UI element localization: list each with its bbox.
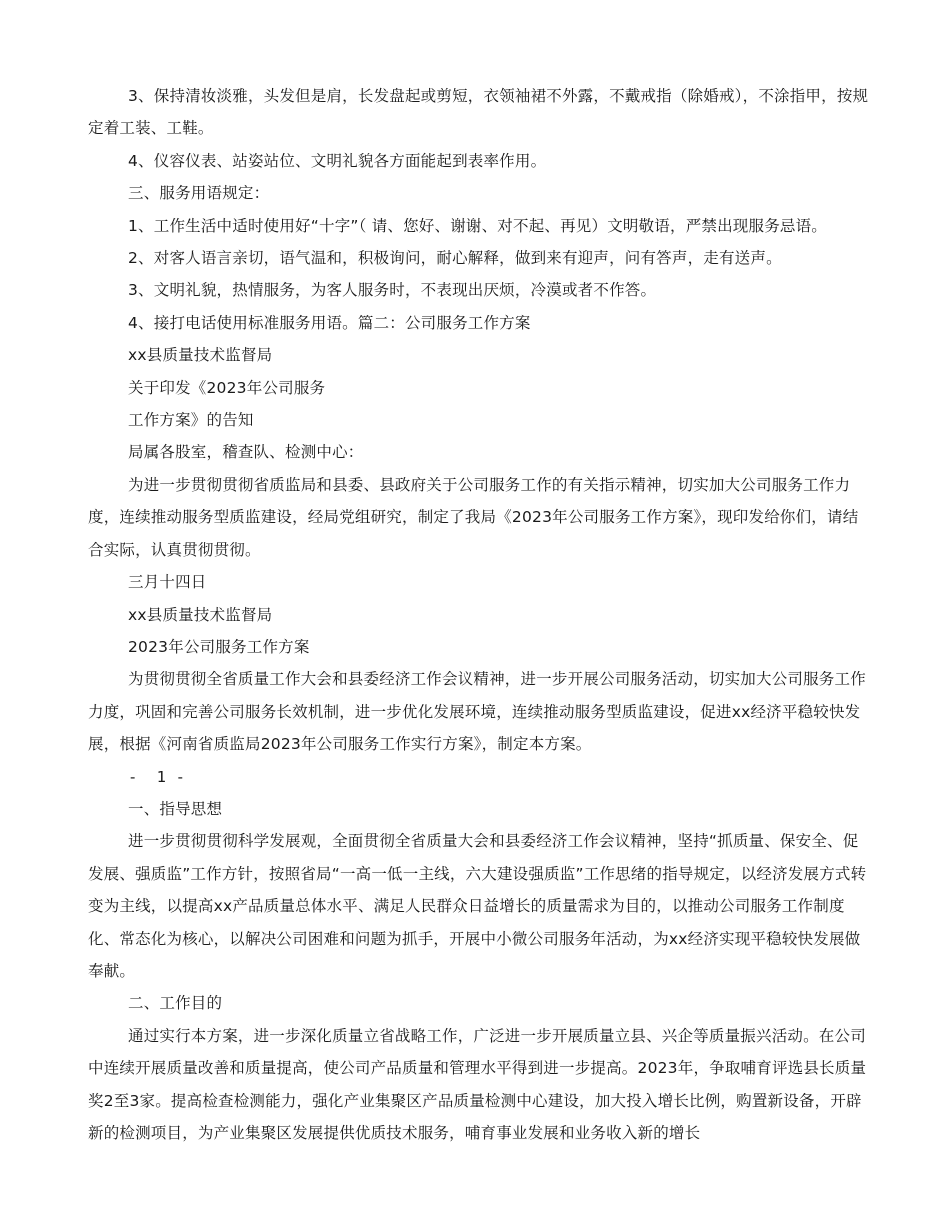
issuer-name: xx县质量技术监督局	[128, 346, 273, 365]
section-heading-work-goal: 二、工作目的	[128, 994, 223, 1013]
paragraph-work-goal: 通过实行本方案，进一步深化质量立省战略工作，广泛进一步开展质量立县、兴企等质量振兴活动。在公司中连续开展质量改善和质量提高，使公司产品质量和管理水平得到进一步提高。2023年，争取哺育评选县长质量奖2至3家。提高检查检测能力，强化产业集聚区产品质量检测中心建设，加大投入增长比例，购置新设备，开辟新的检测项目，为产业集聚区发展提供优质技术服务，哺育事业发展和业务收入新的增长	[88, 1026, 867, 1142]
section-heading-guiding-thought: 一、指导思想	[128, 799, 223, 818]
document-page	[88, 80, 873, 1149]
notice-recipients: 局属各股室，稽查队、检测中心：	[128, 443, 364, 462]
paragraph-guest-language: 2、对客人语言亲切，语气温和，积极询问，耐心解释，做到来有迎声，问有答声，走有送声。	[128, 249, 782, 268]
paragraph-polite-words: 1、工作生活中适时使用好“十字”（ 请、您好、谢谢、对不起、再见）文明敬语，严禁出现服务忌语。	[128, 216, 828, 235]
section-heading-service-language: 三、服务用语规定：	[128, 184, 270, 203]
notice-date: 三月十四日	[128, 573, 207, 592]
notice-body: 为进一步贯彻贯彻省质监局和县委、县政府关于公司服务工作的有关指示精神，切实加大公司服务工作力度，连续推动服务型质监建设，经局党组研究，制定了我局《2023年公司服务工作方案》，现印发给你们，请结合实际，认真贯彻贯彻。	[88, 475, 859, 559]
paragraph-phone-service: 4、接打电话使用标准服务用语。篇二：公司服务工作方案	[128, 313, 531, 332]
plan-intro: 为贯彻贯彻全省质量工作大会和县委经济工作会议精神，进一步开展公司服务活动，切实加大公司服务工作力度，巩固和完善公司服务长效机制，进一步优化发展环境，连续推动服务型质监建设，促进xx经济平稳较快发展，根据《河南省质监局2023年公司服务工作实行方案》，制定本方案。	[88, 670, 866, 754]
paragraph-guiding-thought: 进一步贯彻贯彻科学发展观，全面贯彻全省质量大会和县委经济工作会议精神，坚持“抓质量、保安全、促发展、强质监”工作方针，按照省局“一高一低一主线，六大建设强质监”工作思绪的指导规定，以经济发展方式转变为主线，以提高xx产品质量总体水平、满足人民群众日益增长的质量需求为目的，以推动公司服务工作制度化、常态化为核心，以解决公司困难和问题为抓手，开展中小微公司服务年活动，为xx经济实现平稳较快发展做奉献。	[88, 832, 867, 980]
page-number: - 1 -	[128, 767, 186, 786]
plan-title: 2023年公司服务工作方案	[128, 637, 310, 656]
notice-title-line-2: 工作方案》的告知	[128, 411, 254, 430]
issuer-name-2: xx县质量技术监督局	[128, 605, 273, 624]
paragraph-dress-rule: 3、保持清妆淡雅，头发但是肩，长发盘起或剪短，衣领袖裙不外露，不戴戒指（除婚戒），不涂指甲，按规定着工装、工鞋。	[88, 87, 869, 138]
paragraph-appearance-rule: 4、仪容仪表、站姿站位、文明礼貌各方面能起到表率作用。	[128, 151, 547, 170]
paragraph-courtesy: 3、文明礼貌，热情服务，为客人服务时，不表现出厌烦，冷漠或者不作答。	[128, 281, 657, 300]
notice-title-line-1: 关于印发《2023年公司服务	[128, 378, 326, 397]
